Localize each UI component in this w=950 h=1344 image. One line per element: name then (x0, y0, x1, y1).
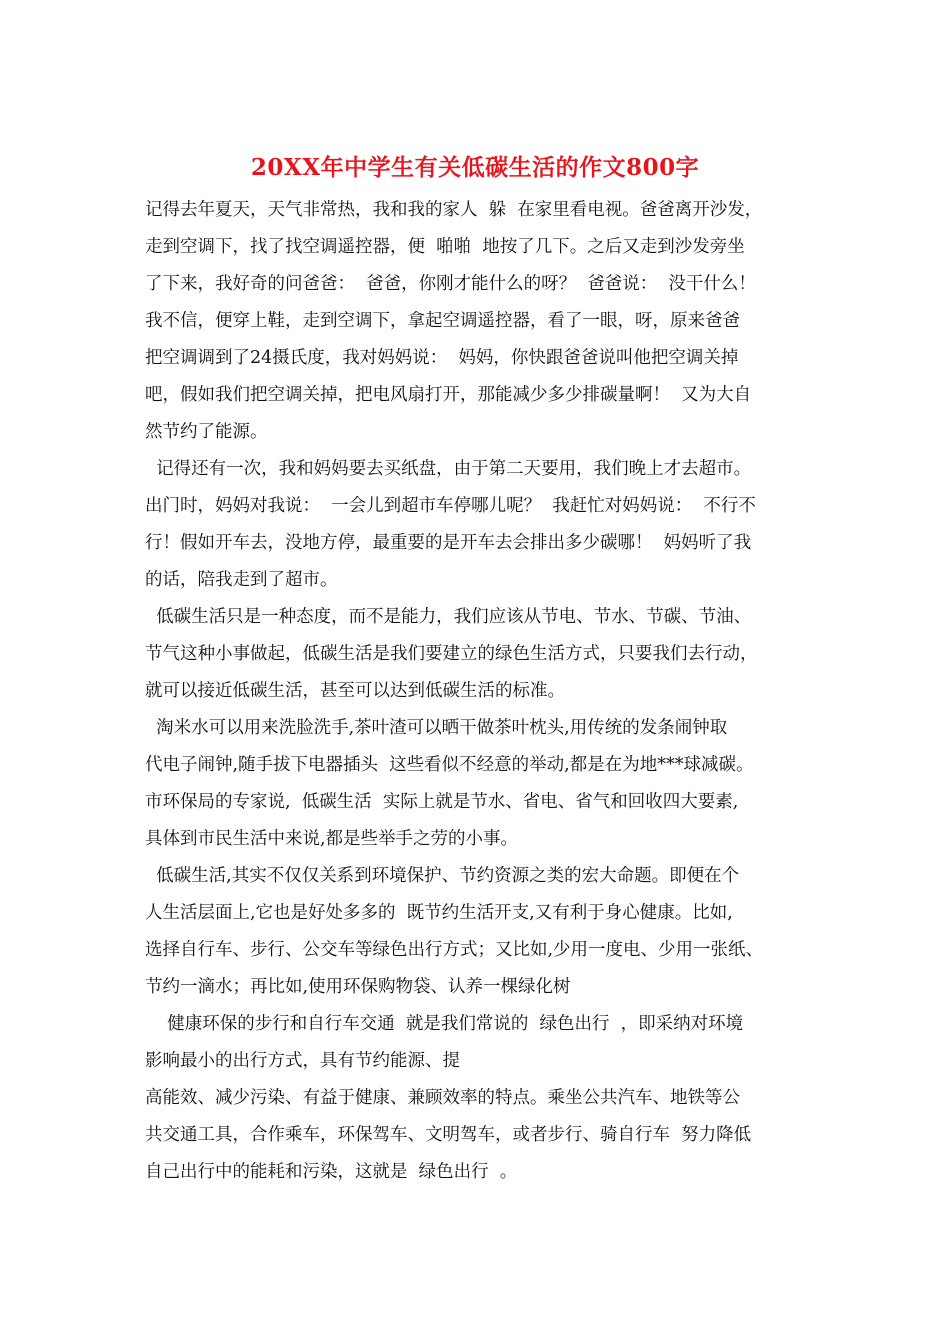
text-line: 把空调调到了24摄氏度，我对妈妈说： 妈妈，你快跟爸爸说叫他把空调关掉 (145, 348, 739, 368)
text-line: 影响最小的出行方式，具有节约能源、提 (145, 1051, 460, 1071)
text-line: 具体到市民生活中来说,都是些举手之劳的小事。 (145, 829, 519, 849)
text-line: 共交通工具，合作乘车，环保驾车、文明驾车，或者步行、骑自行车 努力降低 (145, 1125, 752, 1145)
text-line: 记得还有一次，我和妈妈要去买纸盘，由于第二天要用，我们晚上才去超市。 (145, 459, 752, 479)
document-title: 20XX年中学生有关低碳生活的作文800字 (250, 154, 700, 181)
text-line: 自己出行中的能耗和污染，这就是 绿色出行 。 (145, 1162, 518, 1182)
text-line: 高能效、减少污染、有益于健康、兼顾效率的特点。乘坐公共汽车、地铁等公 (145, 1088, 740, 1108)
text-line: 的话，陪我走到了超市。 (145, 570, 338, 590)
text-line: 出门时，妈妈对我说： 一会儿到超市车停哪儿呢？ 我赶忙对妈妈说： 不行不 (145, 496, 756, 516)
text-line: 吧，假如我们把空调关掉，把电风扇打开，那能减少多少排碳量啊！ 又为大自 (145, 385, 752, 405)
text-line: 代电子闹钟,随手拔下电器插头 这些看似不经意的举动,都是在为地***球减碳。 (145, 755, 754, 775)
text-line: 记得去年夏天，天气非常热，我和我的家人 躲 在家里看电视。爸爸离开沙发， (145, 200, 763, 220)
text-line: 节气这种小事做起，低碳生活是我们要建立的绿色生活方式，只要我们去行动， (145, 644, 758, 664)
text-line: 节约一滴水；再比如,使用环保购物袋、认养一棵绿化树 (145, 977, 571, 997)
text-line: 淘米水可以用来洗脸洗手,茶叶渣可以晒干做茶叶枕头,用传统的发条闹钟取 (145, 718, 728, 738)
text-line: 低碳生活,其实不仅仅关系到环境保护、节约资源之类的宏大命题。即便在个 (145, 866, 740, 886)
text-line: 低碳生活只是一种态度，而不是能力，我们应该从节电、节水、节碳、节油、 (145, 607, 752, 627)
text-line: 然节约了能源。 (145, 422, 268, 442)
text-line: 选择自行车、步行、公交车等绿色出行方式；又比如,少用一度电、少用一张纸、 (145, 940, 764, 960)
text-line: 市环保局的专家说, 低碳生活 实际上就是节水、省电、省气和回收四大要素, (145, 792, 739, 812)
text-line: 我不信，便穿上鞋，走到空调下，拿起空调遥控器，看了一眼，呀，原来爸爸 (145, 311, 740, 331)
text-line: 走到空调下，找了找空调遥控器，便 啪啪 地按了几下。之后又走到沙发旁坐 (145, 237, 745, 257)
text-line: 行！假如开车去，没地方停，最重要的是开车去会排出多少碳哪！ 妈妈听了我 (145, 533, 752, 553)
text-line: 了下来，我好奇的问爸爸： 爸爸，你刚才能什么的呀？ 爸爸说： 没干什么！ (145, 274, 756, 294)
text-line: 就可以接近低碳生活，甚至可以达到低碳生活的标准。 (145, 681, 565, 701)
text-line: 健康环保的步行和自行车交通 就是我们常说的 绿色出行 ，即采纳对环境 (145, 1014, 744, 1034)
text-line: 人生活层面上,它也是好处多多的 既节约生活开支,又有利于身心健康。比如, (145, 903, 733, 923)
